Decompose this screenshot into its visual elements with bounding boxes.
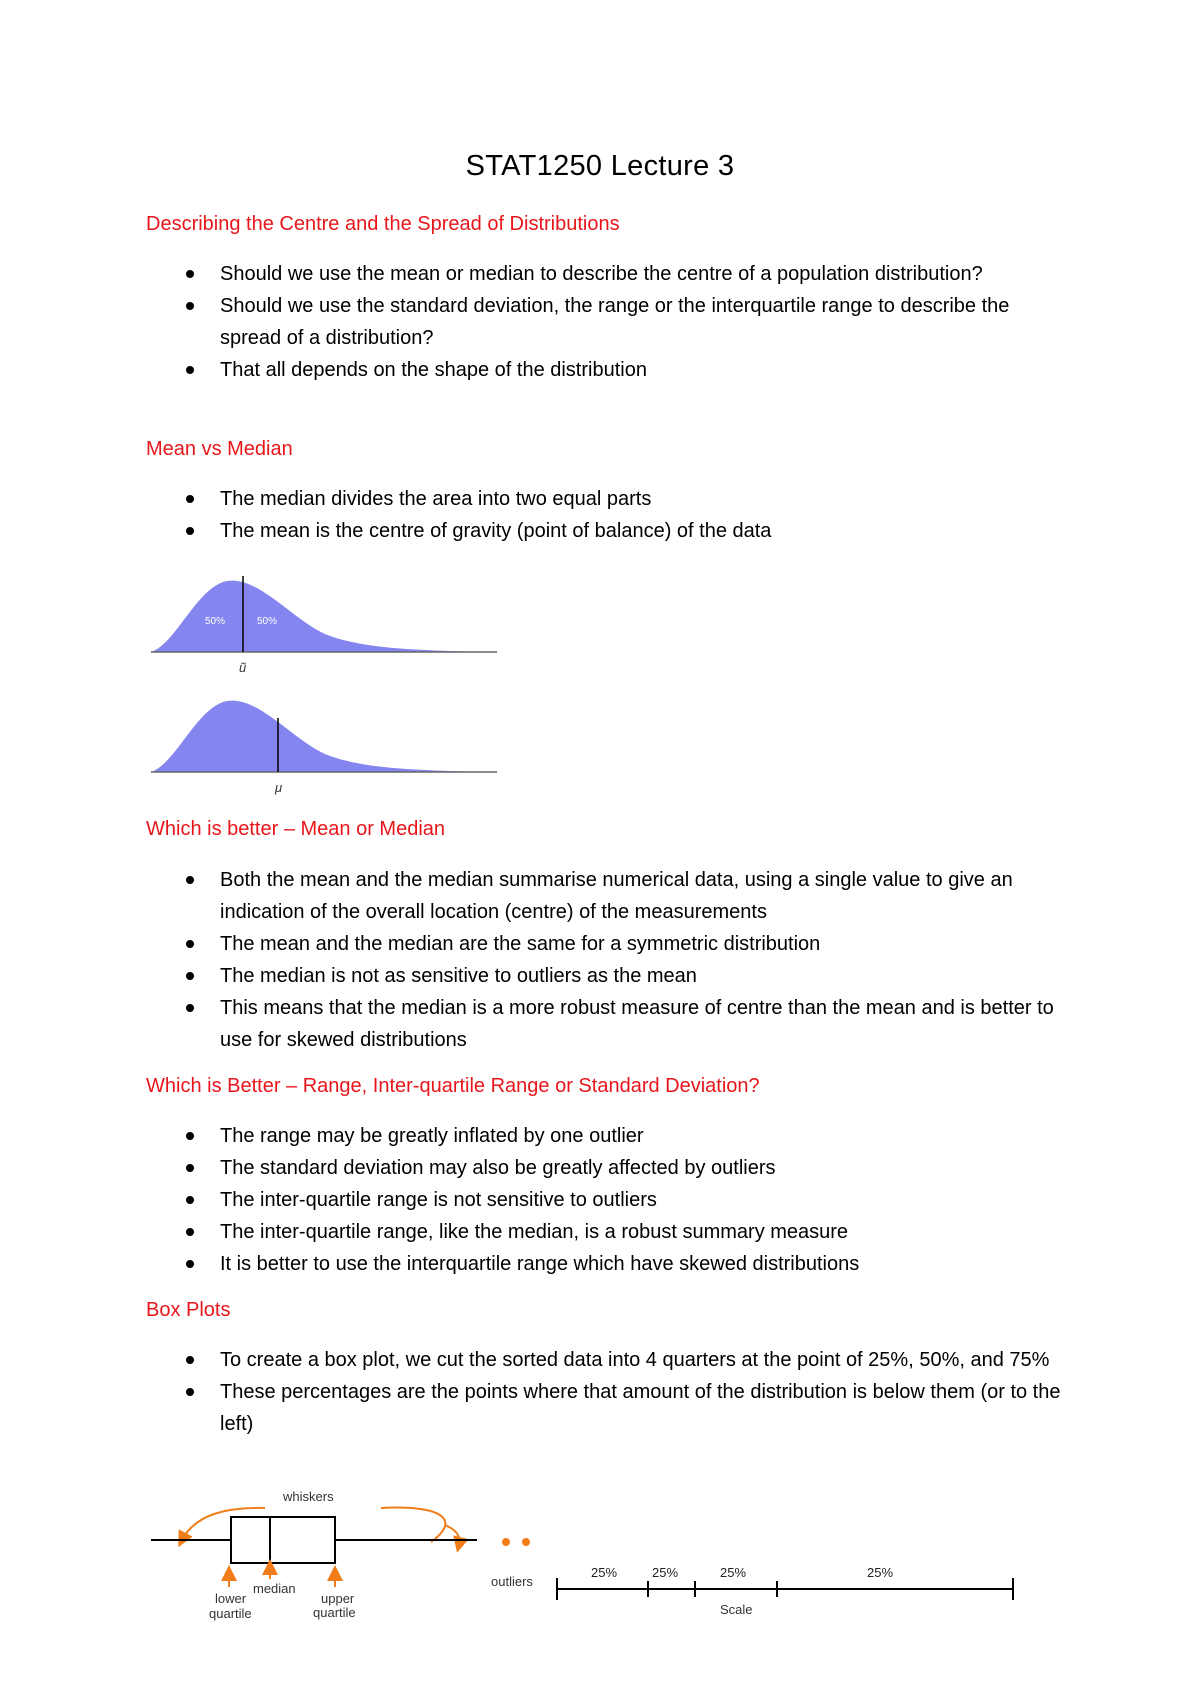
skewed-distribution-figure: [145, 570, 505, 802]
bullet-list-box-plots: [182, 1344, 1062, 1440]
list-item: This means that the median is a more robust measure of centre than the mean and is better to use for skewed distributions: [182, 992, 1062, 1056]
list-item: Should we use the mean or median to describe the centre of a population distribution?: [182, 258, 1062, 290]
list-item: The standard deviation may also be greatly affected by outliers: [182, 1152, 1062, 1184]
median-symbol: ũ: [239, 660, 247, 675]
outlier-dot: [522, 1538, 530, 1546]
scale-label: Scale: [720, 1602, 753, 1617]
median-label: median: [253, 1581, 296, 1596]
bullet-list-spread-measures: [182, 1120, 1062, 1280]
list-item: The median divides the area into two equal parts: [182, 483, 1062, 515]
bullet-list-centre-spread: [182, 258, 1062, 386]
list-item: That all depends on the shape of the distribution: [182, 354, 1062, 386]
lower-quartile-label-2: quartile: [209, 1606, 252, 1621]
outlier-dot: [502, 1538, 510, 1546]
bottom-density-curve: [151, 701, 490, 772]
scale-segment-label: 25%: [720, 1565, 747, 1580]
left-half-label: 50%: [205, 616, 226, 627]
mean-symbol: μ: [275, 780, 283, 795]
bullet-list-mean-vs-median: [182, 483, 1062, 547]
section-heading-mean-or-median: Which is better – Mean or Median: [146, 818, 446, 840]
upper-quartile-label-2: quartile: [313, 1605, 356, 1620]
section-heading-spread-measures: Which is Better – Range, Inter-quartile Range or Standard Deviation?: [146, 1075, 760, 1097]
section-heading-centre-spread: Describing the Centre and the Spread of Distributions: [146, 213, 620, 235]
scale-segment-label: 25%: [652, 1565, 679, 1580]
list-item: Should we use the standard deviation, the range or the interquartile range to describe the spread of a distribution?: [182, 290, 1062, 354]
scale-segment-label: 25%: [591, 1565, 618, 1580]
whisker-arrow-right: [381, 1508, 445, 1542]
scale-segment-label: 25%: [867, 1565, 894, 1580]
list-item: The mean and the median are the same for a symmetric distribution: [182, 928, 1062, 960]
list-item: The inter-quartile range, like the median, is a robust summary measure: [182, 1216, 1062, 1248]
list-item: These percentages are the points where that amount of the distribution is below them (or to the left): [182, 1376, 1062, 1440]
list-item: The inter-quartile range is not sensitive to outliers: [182, 1184, 1062, 1216]
list-item: Both the mean and the median summarise numerical data, using a single value to give an indication of the overall location (centre) of the measurements: [182, 864, 1062, 928]
list-item: The mean is the centre of gravity (point of balance) of the data: [182, 515, 1062, 547]
outliers-label: outliers: [491, 1574, 533, 1589]
box-plot-figure: [145, 1485, 1045, 1635]
upper-quartile-label: upper: [321, 1591, 355, 1606]
section-heading-mean-vs-median: Mean vs Median: [146, 438, 293, 460]
list-item: To create a box plot, we cut the sorted data into 4 quarters at the point of 25%, 50%, and 75%: [182, 1344, 1062, 1376]
list-item: The range may be greatly inflated by one outlier: [182, 1120, 1062, 1152]
list-item: The median is not as sensitive to outliers as the mean: [182, 960, 1062, 992]
top-density-curve: [151, 581, 490, 652]
section-heading-box-plots: Box Plots: [146, 1299, 231, 1321]
list-item: It is better to use the interquartile range which have skewed distributions: [182, 1248, 1062, 1280]
bullet-list-mean-or-median: [182, 864, 1062, 1056]
whiskers-label: whiskers: [283, 1489, 334, 1504]
page-title: STAT1250 Lecture 3: [465, 150, 735, 182]
box: [231, 1517, 335, 1563]
right-half-label: 50%: [257, 616, 278, 627]
lower-quartile-label: lower: [215, 1591, 247, 1606]
